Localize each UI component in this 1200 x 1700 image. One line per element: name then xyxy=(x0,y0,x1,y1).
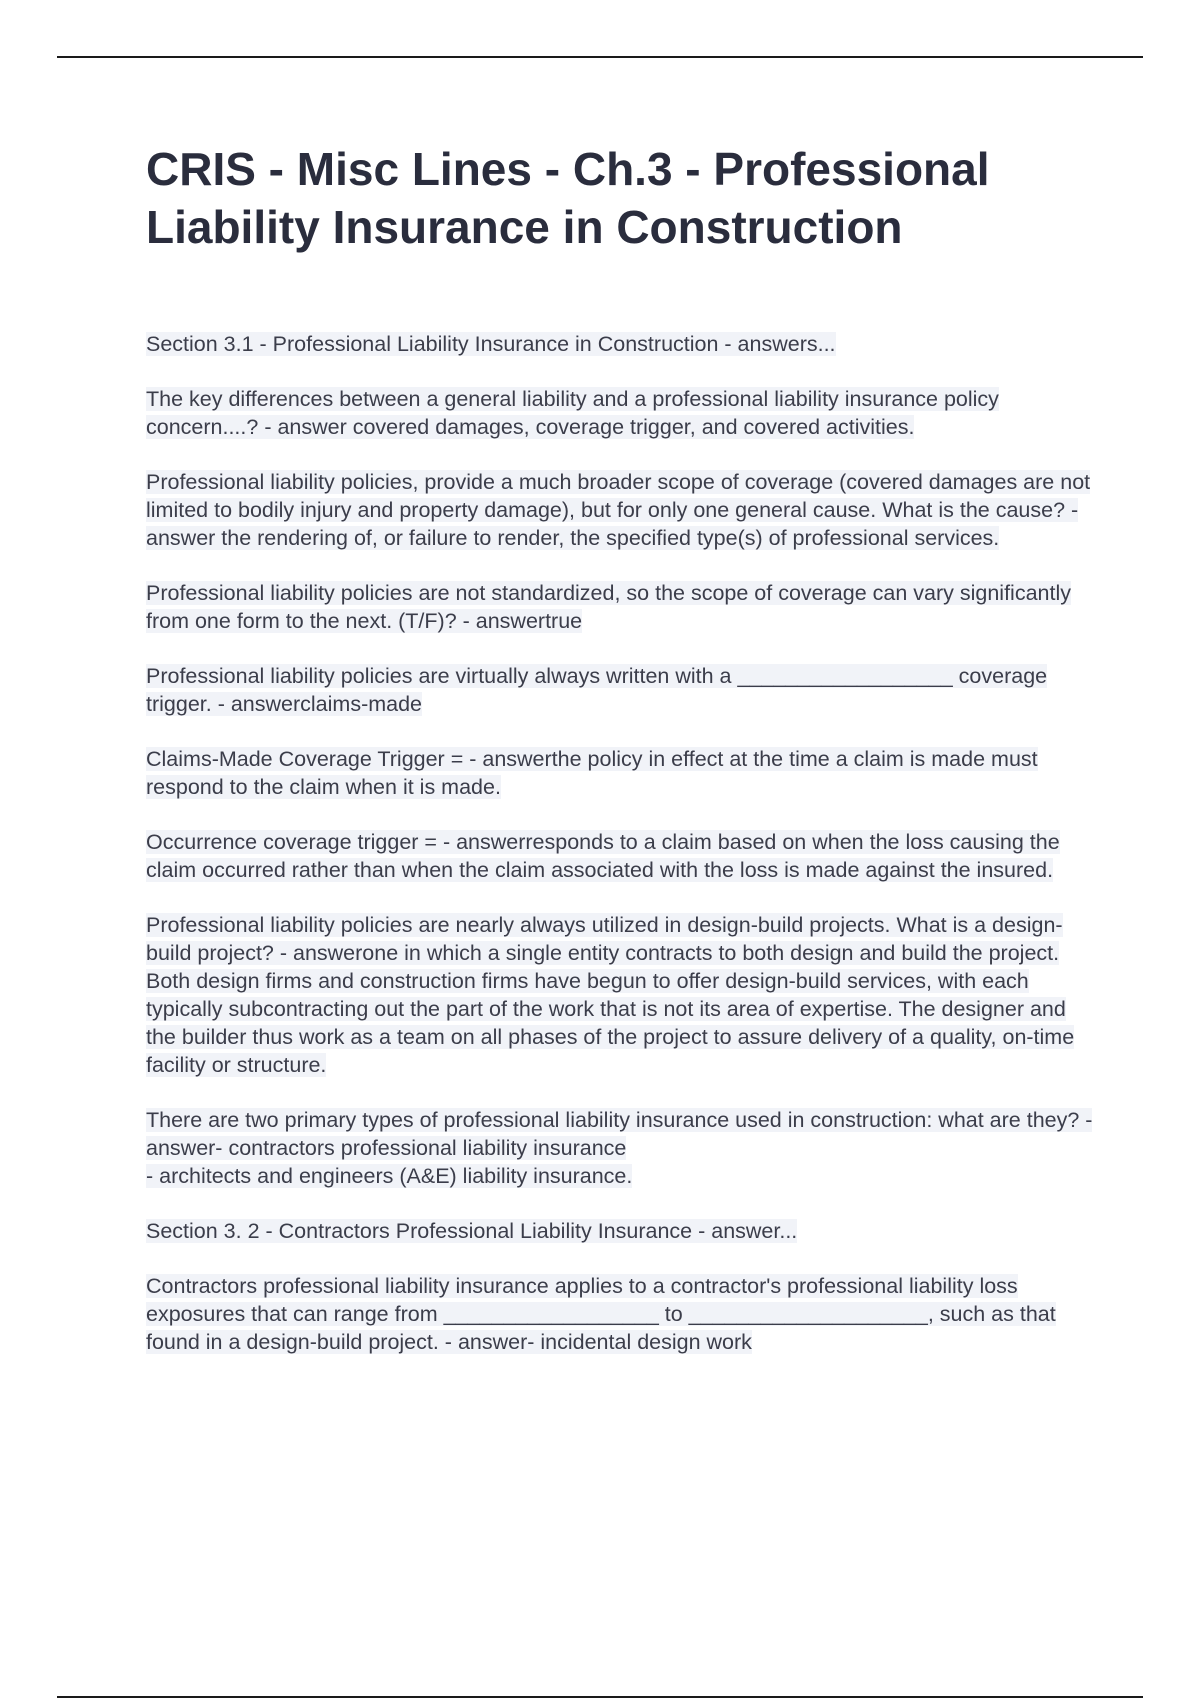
qa-item xyxy=(146,579,1096,635)
qa-text: Section 3.1 - Professional Liability Insurance in Construction - answers... xyxy=(146,332,836,356)
qa-item xyxy=(146,1272,1096,1356)
qa-text: Professional liability policies are not standardized, so the scope of coverage can vary significantly from one form to the next. (T/F)? - answertrue xyxy=(146,581,1071,633)
qa-text: Section 3. 2 - Contractors Professional Liability Insurance - answer... xyxy=(146,1219,798,1243)
qa-item xyxy=(146,468,1096,552)
qa-text: Professional liability policies, provide a much broader scope of coverage (covered damages are not limited to bodily injury and property damage), but for only one general cause. What is the cause? - answer the rendering of, or failure to render, the specified type(s) of professional services. xyxy=(146,470,1091,550)
qa-text: Professional liability policies are virtually always written with a __________________ coverage trigger. - answerclaims-made xyxy=(146,664,1048,716)
qa-item xyxy=(146,662,1096,718)
qa-text: Occurrence coverage trigger = - answerresponds to a claim based on when the loss causing the claim occurred rather than when the claim associated with the loss is made against the insured. xyxy=(146,830,1060,882)
section-heading-3-1 xyxy=(146,330,1096,358)
bottom-rule xyxy=(57,1696,1143,1698)
document-title: CRIS - Misc Lines - Ch.3 - Professional Liability Insurance in Construction xyxy=(146,143,990,253)
qa-text: Professional liability policies are nearly always utilized in design-build projects. What is a design-build project? - answerone in which a single entity contracts to both design and build the project. Both design firms and construction firms have begun to offer design-build services, with each typically subcontracting out the part of the work that is not its area of expertise. The designer and the builder thus work as a team on all phases of the project to assure delivery of a quality, on-time facility or structure. xyxy=(146,913,1075,1077)
qa-list xyxy=(146,330,1096,1356)
qa-item xyxy=(146,911,1096,1079)
qa-item xyxy=(146,745,1096,801)
qa-text: Claims-Made Coverage Trigger = - answerthe policy in effect at the time a claim is made must respond to the claim when it is made. xyxy=(146,747,1038,799)
section-heading-3-2 xyxy=(146,1217,1096,1245)
qa-text: The key differences between a general liability and a professional liability insurance policy concern....? - answer covered damages, coverage trigger, and covered activities. xyxy=(146,387,999,439)
qa-text: Contractors professional liability insurance applies to a contractor's professional liability loss exposures that can range from __________________ to ____________________, such as that found in a design-build project. - answer- incidental design work xyxy=(146,1274,1056,1354)
qa-item xyxy=(146,828,1096,884)
top-rule xyxy=(57,56,1143,58)
qa-text: There are two primary types of professional liability insurance used in construction: what are they? - answer- contractors professional liability insurance - architects and engineers (A&E) liability insurance. xyxy=(146,1108,1093,1188)
document-page xyxy=(146,140,1096,1383)
qa-item xyxy=(146,1106,1096,1190)
qa-item xyxy=(146,385,1096,441)
